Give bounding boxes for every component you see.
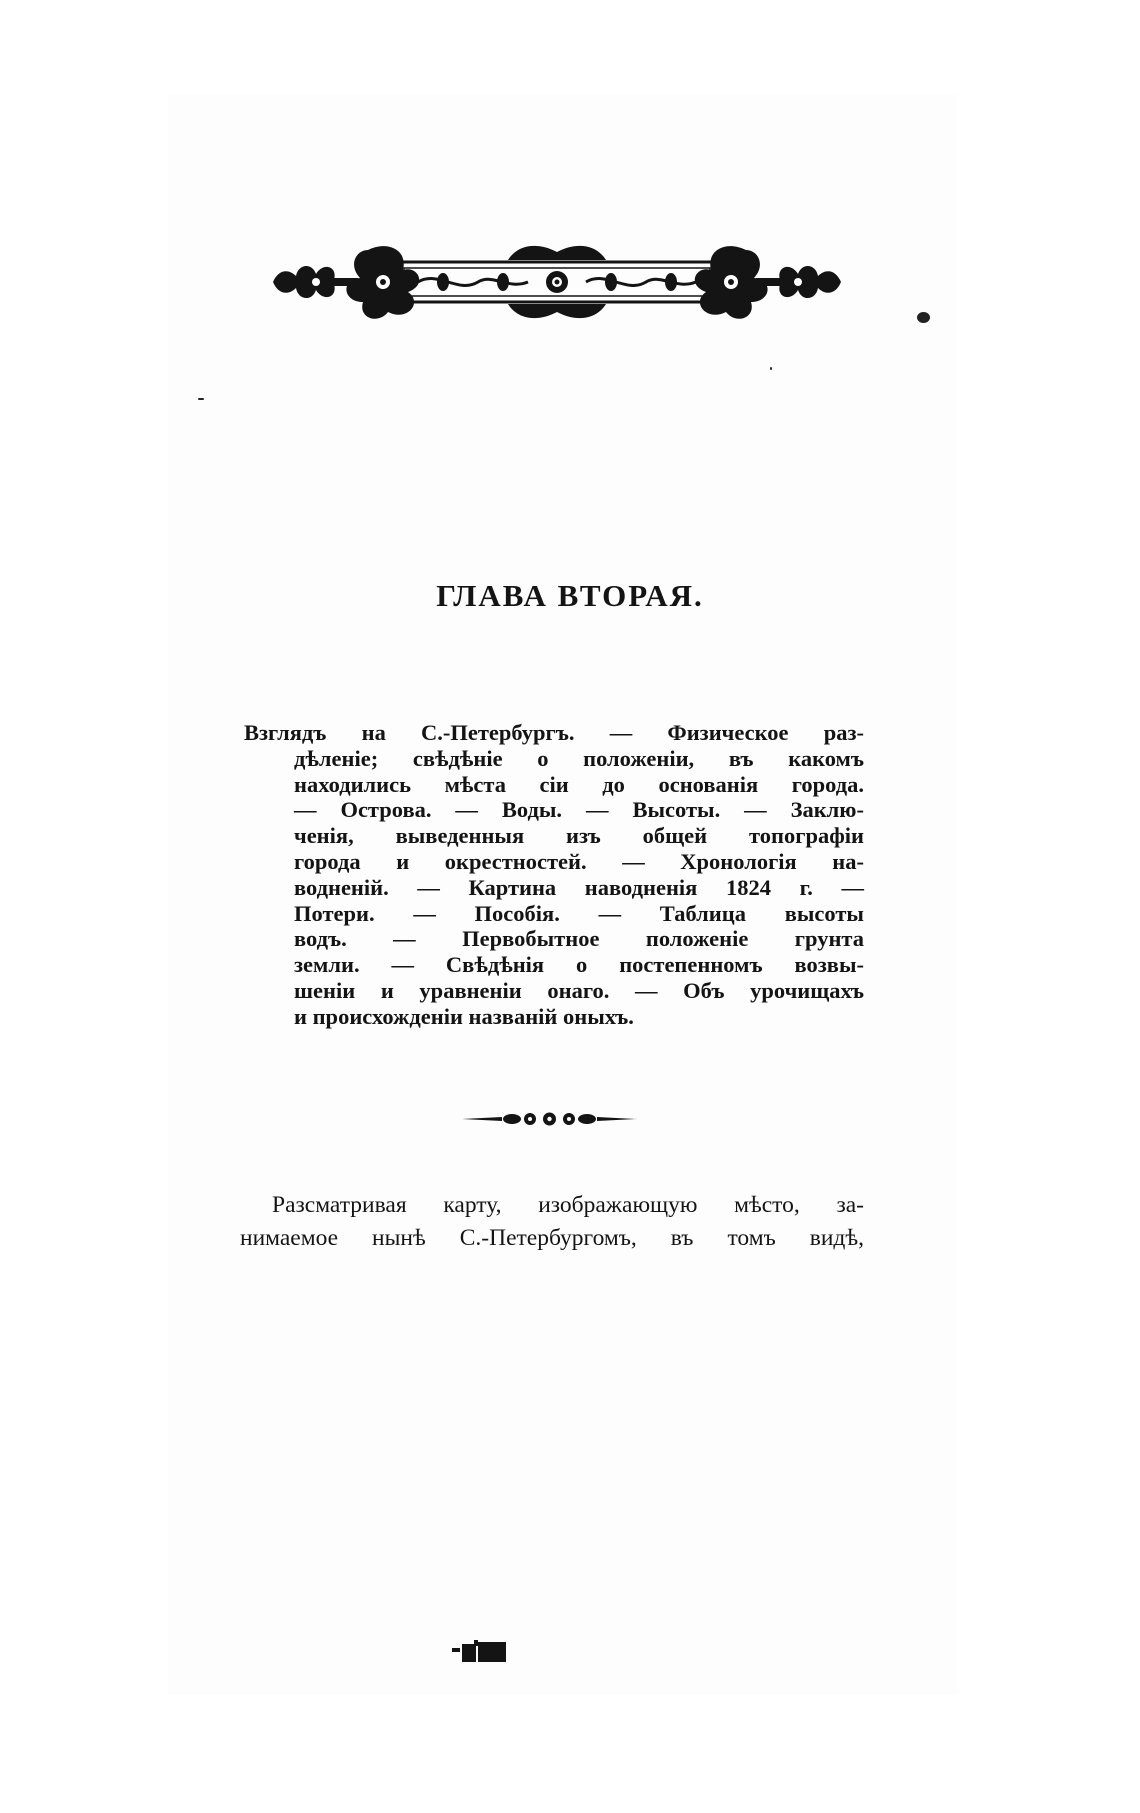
body-paragraph: [240, 1189, 864, 1255]
ornamental-headpiece: [268, 240, 846, 325]
summary-line: города и окрестностей. — Хронологія на-: [294, 848, 864, 874]
summary-line: водненій. — Картина наводненія 1824 г. —: [294, 874, 864, 900]
summary-line: шеніи и уравненіи онаго. — Объ урочищахъ: [294, 977, 864, 1003]
separator-ornament: [462, 1108, 637, 1130]
scan-speck: [770, 367, 772, 370]
scan-speck: [198, 398, 204, 400]
summary-line: дѣленіе; свѣдѣніе о положеніи, въ какомъ: [294, 745, 864, 771]
chapter-title: ГЛАВА ВТОРАЯ.: [436, 578, 704, 613]
summary-line: Взглядъ на С.-Петербургъ. — Физическое раз-: [244, 720, 864, 745]
summary-line: водъ. — Первобытное положеніе грунта: [294, 926, 864, 952]
summary-line: находились мѣста сіи до основанія города.: [294, 771, 864, 797]
printer-mark: [452, 1640, 508, 1664]
summary-line: Потери. — Пособія. — Таблица высоты: [294, 900, 864, 926]
chapter-summary: [244, 720, 864, 1030]
body-line: нимаемое нынѣ С.-Петербургомъ, въ томъ видѣ,: [240, 1225, 864, 1251]
summary-line: — Острова. — Воды. — Высоты. — Заклю-: [294, 797, 864, 823]
summary-line: и происхожденіи названій оныхъ.: [294, 1003, 634, 1029]
scan-speck: [917, 312, 930, 323]
body-line: Разсматривая карту, изображающую мѣсто, за-: [272, 1192, 864, 1218]
summary-line: ченія, выведенныя изъ общей топографіи: [294, 823, 864, 849]
summary-line: земли. — Свѣдѣнія о постепенномъ возвы-: [294, 952, 864, 978]
